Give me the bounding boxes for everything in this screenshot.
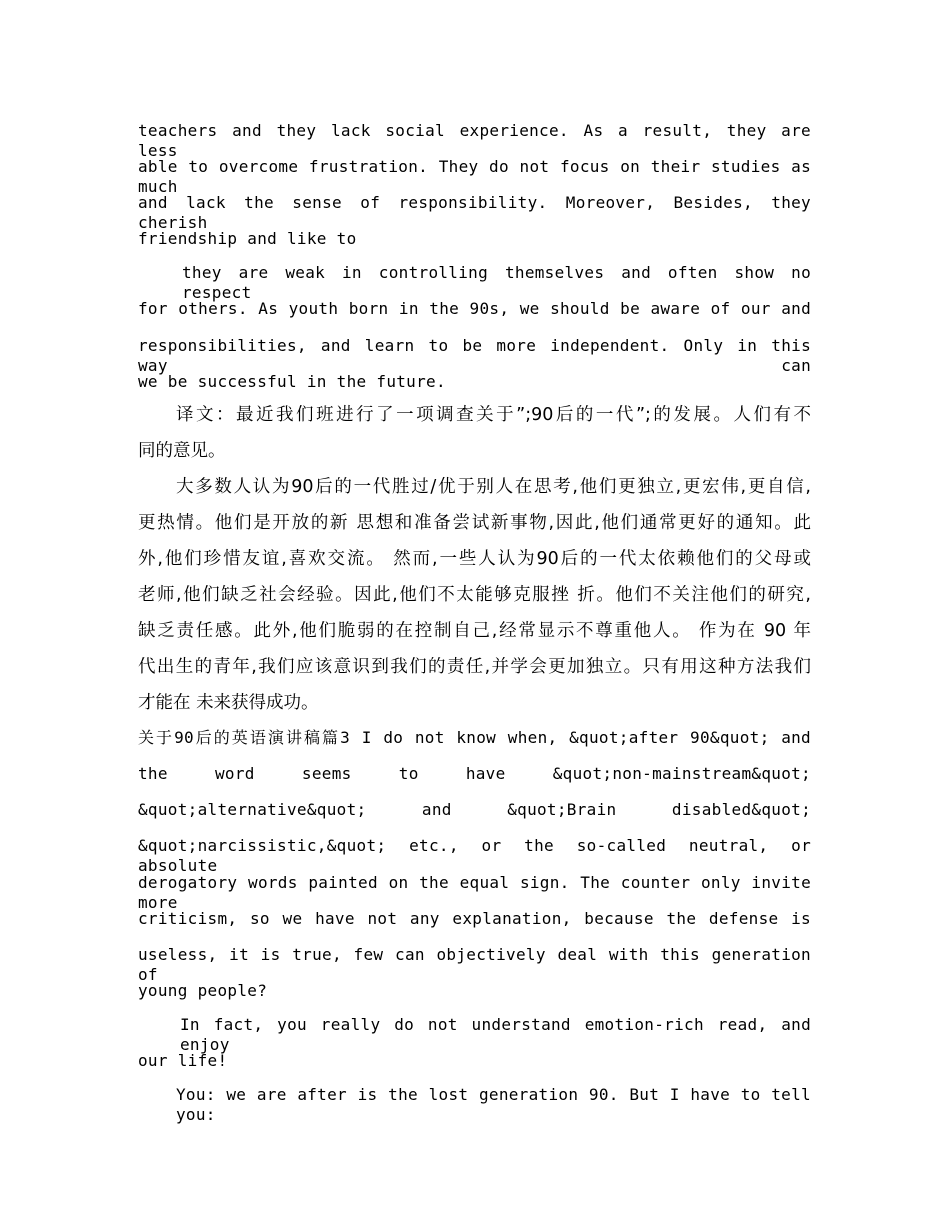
translation-line: 同的意见。 [138,441,226,461]
text-line: You: we are after is the lost generation 90. But I have to tell you: [176,1085,811,1124]
section-heading-line: 关于90后的英语演讲稿篇3 I do not know when, &quot;after 90&quot; and [138,728,811,747]
text-line: friendship and like to [138,229,357,248]
translation-line: 译文：最近我们班进行了一项调查关于”;90后的一代”;的发展。人们有不 [176,405,811,425]
text-line: they are weak in controlling themselves and often show no respect [182,263,811,302]
text-line: for others. As youth born in the 90s, we should be aware of our and [138,299,811,318]
text-line: teachers and they lack social experience. As a result, they are less [138,121,811,160]
text-line: derogatory words painted on the equal sign. The counter only invite more [138,873,811,912]
text-line: we be successful in the future. [138,372,446,391]
text-line: young people? [138,981,268,1000]
text-line: &quot;narcissistic,&quot; etc., or the so-called neutral, or absolute [138,836,811,875]
translation-line: 更热情。他们是开放的新 思想和准备尝试新事物,因此,他们通常更好的通知。此 [138,513,811,533]
text-line: and lack the sense of responsibility. Moreover, Besides, they cherish [138,193,811,232]
translation-line: 代出生的青年,我们应该意识到我们的责任,并学会更加独立。只有用这种方法我们 [138,657,811,677]
translation-line: 大多数人认为90后的一代胜过/优于别人在思考,他们更独立,更宏伟,更自信, [176,477,811,497]
translation-line: 缺乏责任感。此外,他们脆弱的在控制自己,经常显示不尊重他人。 作为在 90 年 [138,621,811,641]
translation-line: 老师,他们缺乏社会经验。因此,他们不太能够克服挫 折。他们不关注他们的研究, [138,585,811,605]
text-line: able to overcome frustration. They do not focus on their studies as much [138,157,811,196]
text-line: the word seems to have &quot;non-mainstream&quot; [138,764,811,783]
text-line: &quot;alternative&quot; and &quot;Brain disabled&quot; [138,800,811,819]
text-line: useless, it is true, few can objectively deal with this generation of [138,945,811,984]
translation-line: 才能在 未来获得成功。 [138,693,319,713]
text-line: criticism, so we have not any explanation, because the defense is [138,909,811,928]
text-line: our life! [138,1051,228,1070]
translation-line: 外,他们珍惜友谊,喜欢交流。 然而,一些人认为90后的一代太依赖他们的父母或 [138,549,811,569]
text-line: In fact, you really do not understand emotion-rich read, and enjoy [180,1015,811,1054]
text-line: responsibilities, and learn to be more independent. Only in this way can [138,336,811,375]
